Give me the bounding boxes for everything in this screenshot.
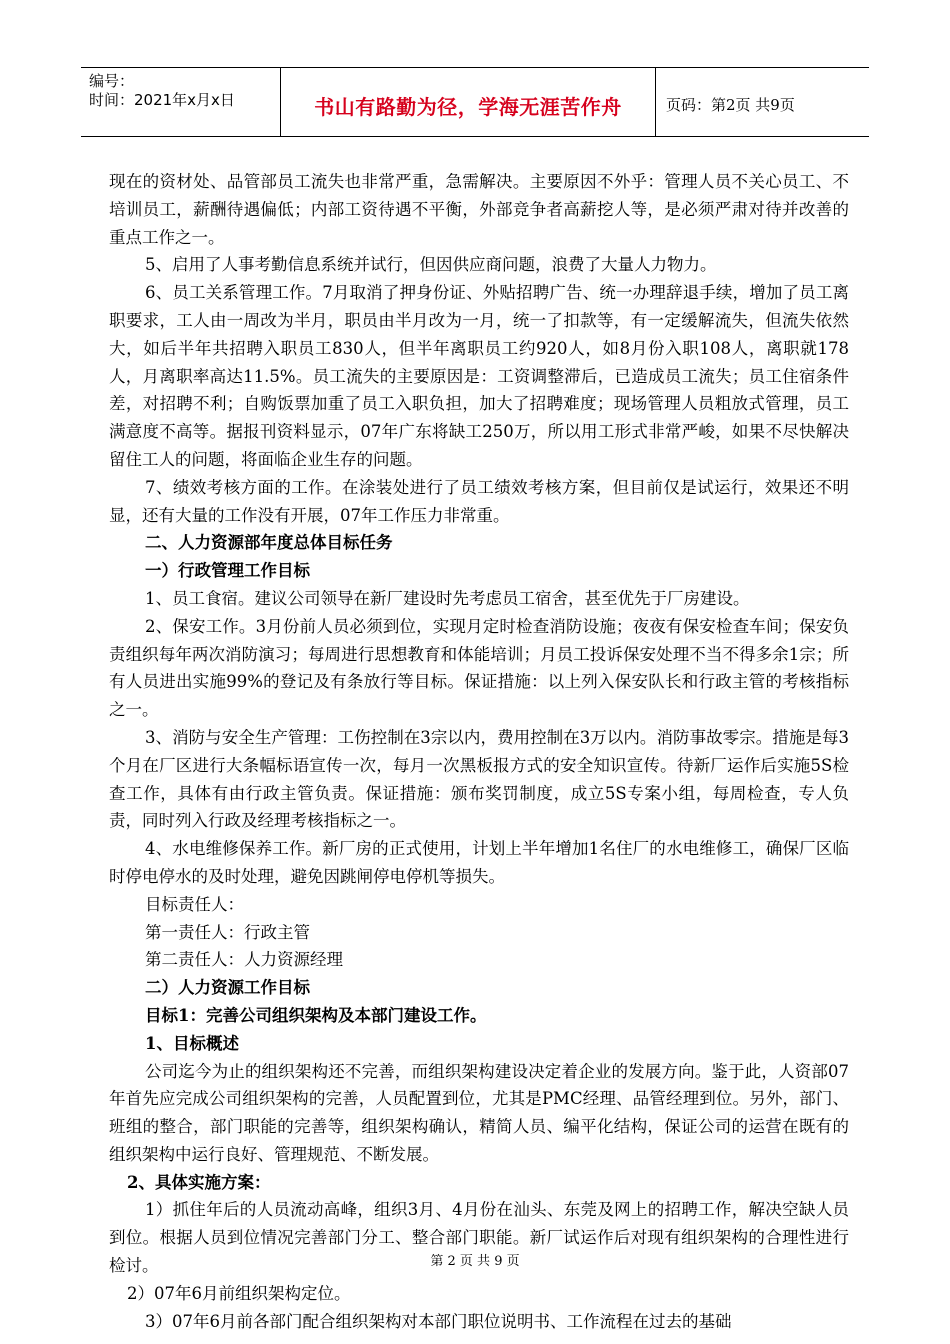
- page-footer: 第 2 页 共 9 页: [430, 1254, 520, 1269]
- body-paragraph: 3、消防与安全生产管理：工伤控制在3宗以内，费用控制在3万以内。消防事故零宗。措施是每3个月在厂区进行大条幅标语宣传一次，每月一次黑板报方式的安全知识宣传。待新厂运作后实施5S检查工作，具体有由行政主管负责。保证措施：颁布奖罚制度，成立5S专案小组，每周检查，专人负责，同时列入行政及经理考核指标之一。: [109, 727, 849, 831]
- section-heading: 一）行政管理工作目标: [145, 561, 310, 581]
- body-paragraph: 第二责任人：人力资源经理: [145, 950, 343, 970]
- section-heading: 1、目标概述: [145, 1033, 239, 1053]
- header-motto-cell: [281, 68, 656, 136]
- body-paragraph: 第一责任人：行政主管: [145, 922, 310, 942]
- section-heading: 二）人力资源工作目标: [145, 978, 310, 998]
- section-heading: 二、人力资源部年度总体目标任务: [145, 533, 393, 553]
- page-header: [81, 67, 869, 137]
- body-paragraph: 5、启用了人事考勤信息系统并试行，但因供应商问题，浪费了大量人力物力。: [145, 255, 717, 275]
- body-paragraph: 目标责任人：: [145, 894, 244, 914]
- body-paragraph: 7、绩效考核方面的工作。在涂装处进行了员工绩效考核方案，但目前仅是试运行，效果还不明显，还有大量的工作没有开展，07年工作压力非常重。: [109, 477, 849, 525]
- body-paragraph: 现在的资材处、品管部员工流失也非常严重，急需解决。主要原因不外乎：管理人员不关心员工、不培训员工，薪酬待遇偏低；内部工资待遇不平衡，外部竞争者高薪挖人等，是必须严肃对待并改善的重点工作之一。: [109, 172, 849, 247]
- body-paragraph: 3）07年6月前各部门配合组织架构对本部门职位说明书、工作流程在过去的基础: [145, 1311, 732, 1331]
- body-paragraph: 公司迄今为止的组织架构还不完善，而组织架构建设决定着企业的发展方向。鉴于此，人资部07年首先应完成公司组织架构的完善，人员配置到位，尤其是PMC经理、品管经理到位。另外，部门、班组的整合，部门职能的完善等，组织架构确认，精简人员、编平化结构，保证公司的运营在既有的组织架构中运行良好、管理规范、不断发展。: [109, 1061, 849, 1164]
- section-heading: 目标1：完善公司组织架构及本部门建设工作。: [145, 1005, 487, 1025]
- body-paragraph: 4、水电维修保养工作。新厂房的正式使用，计划上半年增加1名住厂的水电维修工，确保厂区临时停电停水的及时处理，避免因跳闸停电停机等损失。: [109, 839, 849, 886]
- body-paragraph: 1、员工食宿。建议公司领导在新厂建设时先考虑员工宿舍，甚至优先于厂房建设。: [145, 588, 750, 608]
- document-number-label: 编号：: [89, 72, 135, 90]
- body-paragraph: 6、员工关系管理工作。7月取消了押身份证、外贴招聘广告、统一办理辞退手续，增加了员工离职要求，工人由一周改为半月，职员由半月改为一月，统一了扣款等，有一定缓解流失，但流失依然大，如后半年共招聘入职员工830人，但半年离职员工约920人，如8月份入职108人，离职就178人，月离职率高达11.5%。员工流失的主要原因是：工资调整滞后，已造成员工流失；员工住宿条件差，对招聘不利；自购饭票加重了员工入职负担，加大了招聘难度；现场管理人员粗放式管理，员工满意度不高等。据报刊资料显示，07年广东将缺工250万，所以用工形式非常严峻，如果不尽快解决留住工人的问题，将面临企业生存的问题。: [109, 283, 849, 469]
- document-time-label: 时间：2021年x月x日: [89, 91, 235, 109]
- section-heading: 2、具体实施方案：: [127, 1172, 271, 1192]
- header-page-info: 页码：第2页 共9页: [666, 96, 795, 114]
- header-meta-cell: [81, 68, 281, 136]
- document-body: [109, 168, 849, 1335]
- body-paragraph: 2）07年6月前组织架构定位。: [127, 1283, 351, 1303]
- header-motto: 书山有路勤为径，学海无涯苦作舟: [314, 95, 622, 119]
- body-paragraph: 1）抓住年后的人员流动高峰，组织3月、4月份在汕头、东莞及网上的招聘工作，解决空缺人员到位。根据人员到位情况完善部门分工、整合部门职能。新厂试运作后对现有组织架构的合理性进行检讨。: [109, 1200, 849, 1276]
- header-page-cell: [656, 68, 869, 136]
- body-paragraph: 2、保安工作。3月份前人员必须到位，实现月定时检查消防设施；夜夜有保安检查车间；保安负责组织每年两次消防演习；每周进行思想教育和体能培训；月员工投诉保安处理不当不得多余1宗；所有人员进出实施99%的登记及有条放行等目标。保证措施：以上列入保安队长和行政主管的考核指标之一。: [109, 616, 849, 720]
